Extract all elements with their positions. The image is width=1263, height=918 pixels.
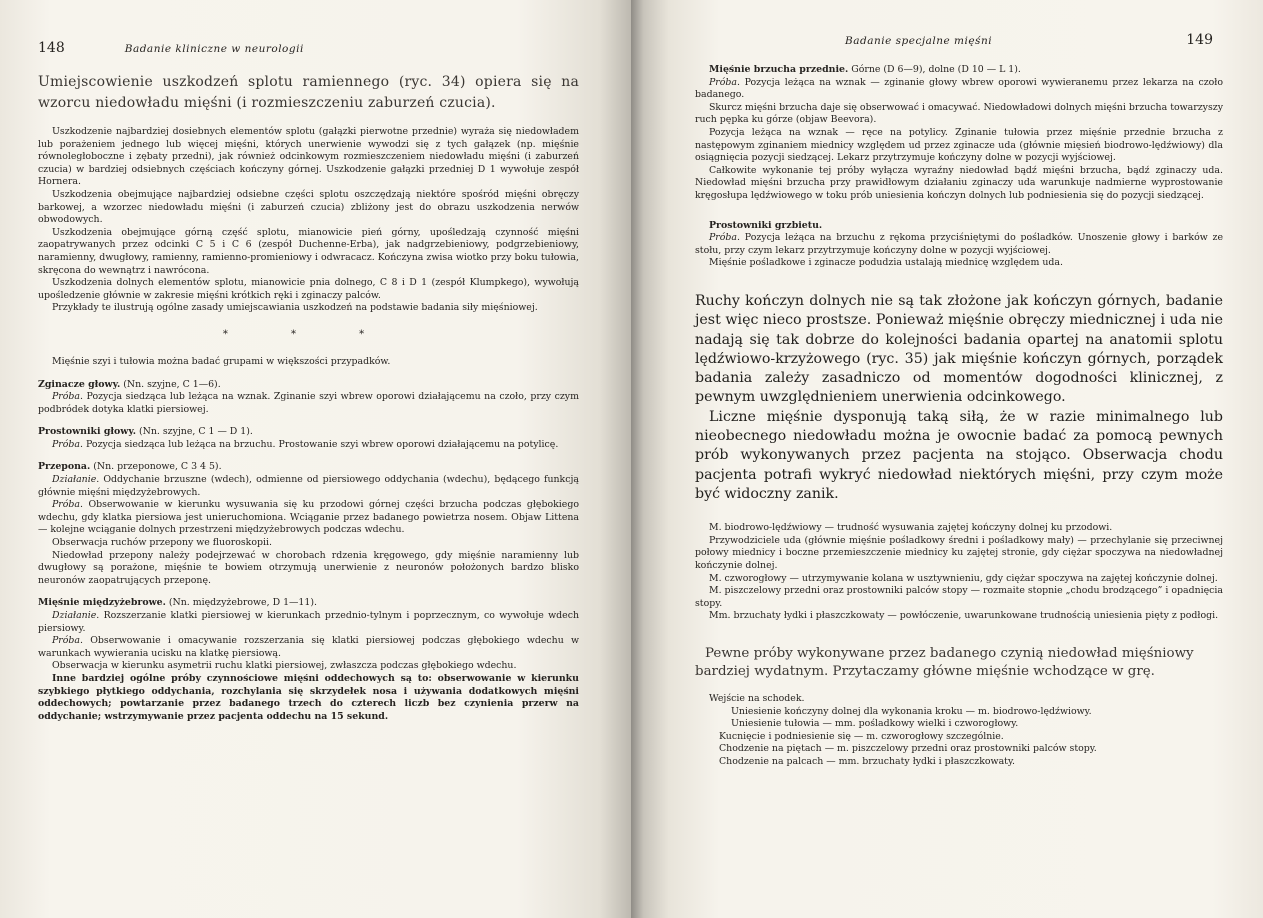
brzucha-p3: Pozycja leżąca na wznak — ręce na potylicy. Zginanie tułowia przez mięśnie przednie brzucha z następowym zginaniem miednicy względem ud przez zginacze uda (głównie mięsień biodrowo-lędźwiowy) dla osiągnięcia pozycji siedzącej. Lekarz przytrzymuje kończyny dolne w pozycji wyjściowej. <box>695 126 1223 164</box>
zginacze-proba-label: Próba. <box>52 391 84 403</box>
groups-intro-text: Mięśnie szyi i tułowia można badać grupami w większości przypadków. <box>52 355 391 367</box>
zginacze-heading: Zginacze głowy. <box>38 378 121 390</box>
tests-item-1: Uniesienie kończyny dolnej dla wykonania kroku — m. biodrowo-lędźwiowy. <box>731 705 1092 717</box>
plexus-paragraphs <box>38 126 579 315</box>
brzucha-proba: Pozycja leżąca na wznak — zginanie głowy wbrew oporowi wywieranemu przez lekarza na czoło badanego. <box>695 76 1223 101</box>
standing-tests-list <box>695 693 1223 769</box>
miedzyzebrowe-proba: Obserwowanie i omacywanie rozszerzania się klatki piersiowej podczas głębokiego wdechu w warunkach wywierania ucisku na klatkę piersiową. <box>38 635 579 659</box>
gait-item-1: M. biodrowo-lędźwiowy — trudność wysuwania zajętej kończyny dolnej ku przodowi. <box>709 522 1113 534</box>
right-page <box>631 0 1263 918</box>
brzucha-heading: Mięśnie brzucha przednie. <box>709 64 849 75</box>
left-running-head <box>38 40 579 56</box>
left-page <box>0 0 631 918</box>
plexus-intro: Umiejscowienie uszkodzeń splotu ramiennego (ryc. 34) opiera się na wzorcu niedowładu mięśni (i rozmieszczeniu zaburzeń czucia). <box>38 74 579 111</box>
miedzyzebrowe-obs: Obserwacja w kierunku asymetrii ruchu klatki piersiowej, zwłaszcza podczas głębokiego wdechu. <box>52 660 517 672</box>
plexus-p2: Uszkodzenia obejmujące najbardziej odsiebne części splotu oszczędzają niektóre spośród mięśni obręczy barkowej, a wzorzec niedowładu mięśni (i zaburzeń czucia) zbliżony jest do obrazu uszkodzenia nerwów obwodowych. <box>38 188 579 226</box>
miedzyzebrowe-proba-label: Próba. <box>52 635 84 647</box>
miedzyzebrowe-dzialanie: Rozszerzanie klatki piersiowej w kierunkach przednio-tylnym i poprzecznym, co wywołuje wdech piersiowy. <box>38 610 579 634</box>
lower-limb-intro <box>695 292 1223 504</box>
section-prostowniki-grzbietu <box>695 220 1223 270</box>
przepona-niedowlad: Niedowład przepony należy podejrzewać w chorobach rdzenia kręgowego, gdy mięśnie naramienny lub dwugłowy są porażone, mięśnie te bowiem otrzymują unerwienie z neuronów położonych bardzo blisko neuronów zaopatrujących przeponę. <box>38 549 579 586</box>
prostowniki-glowy-proba-label: Próba. <box>52 438 84 450</box>
lower-limb-p2: Liczne mięśnie dysponują taką siłą, że w razie minimalnego lub nieobecnego niedowładu można je owocnie badać za pomocą pewnych prób wykonywanych przez pacjenta na stojąco. Obserwacja chodu pacjenta potrafi wykryć niedowład niektórych mięśni, przy czym może być widoczny zanik. <box>695 408 1223 502</box>
plexus-p4: Uszkodzenia dolnych elementów splotu, mianowicie pnia dolnego, C 8 i D 1 (zespół Klumpkego), wywołują upośledzenie głównie w zakresie mięśni krótkich ręki i zginaczy palców. <box>38 277 579 301</box>
prostowniki-grzbietu-p2: Mięśnie pośladkowe i zginacze podudzia ustalają miednicę względem uda. <box>709 257 1063 269</box>
miedzyzebrowe-dzialanie-label: Działanie. <box>52 610 100 621</box>
przepona-heading: Przepona. <box>38 461 91 473</box>
section-zginacze <box>38 379 579 417</box>
zginacze-nerves: (Nn. szyjne, C 1—6). <box>123 378 221 390</box>
gait-item-5: Mm. brzuchaty łydki i płaszczkowaty — powłóczenie, uwarunkowane trudnością uniesienia pięty z podłogi. <box>709 610 1219 622</box>
prostowniki-glowy-nerves: (Nn. szyjne, C 1 — D 1). <box>138 426 253 438</box>
prostowniki-grzbietu-proba-label: Próba. <box>709 232 741 244</box>
section-prostowniki-glowy <box>38 426 579 451</box>
tests-item-3: Kucnięcie i podniesienie się — m. czworogłowy szczególnie. <box>719 730 1004 742</box>
przepona-dzialanie: Oddychanie brzuszne (wdech), odmienne od piersiowego oddychania (wdechu), będącego funkcją głównie mięśni międzyżebrowych. <box>38 474 579 498</box>
plexus-p5: Przykłady te ilustrują ogólne zasady umiejscawiania uszkodzeń na podstawie badania siły mięśniowej. <box>52 302 538 314</box>
prostowniki-grzbietu-proba: Pozycja leżąca na brzuchu z rękoma przyciśniętymi do pośladków. Unoszenie głowy i barków ze stołu, przy czym lekarz przytrzymuje kończyny dolne w pozycji wyjściowej. <box>695 232 1224 256</box>
brzucha-segments: Górne (D 6—9), dolne (D 10 — L 1). <box>851 64 1021 75</box>
przepona-obs: Obserwacja ruchów przepony we fluoroskopii. <box>52 537 272 549</box>
tests-item-5: Chodzenie na palcach — mm. brzuchaty łydki i płaszczkowaty. <box>719 755 1015 767</box>
section-brzucha <box>695 64 1223 203</box>
right-running-title: Badanie specjalne mięśni <box>845 35 993 47</box>
miedzyzebrowe-inne: Inne bardziej ogólne próby czynnościowe mięśni oddechowych są to: obserwowanie w kierunku szybkiego płytkiego oddychania, rozchylania się skrzydełek nosa i używania dodatkowych mięśni oddechowych; powtarzanie przez badanego trzech do czterech liczb bez czynienia przerw na oddychanie; wstrzymywanie przez pacjenta oddechu na 15 sekund. <box>38 672 579 722</box>
plexus-p1: Uszkodzenie najbardziej dosiebnych elementów splotu (gałązki pierwotne przednie) wyraża się niedowładem lub porażeniem jednego lub więcej mięśni, których unerwienie wywodzi się z tych gałązek (np. mięśnie równoległoboczne i zębaty przedni), jak również odcinkowym rozmieszczeniem niedowładu mięśni (i zaburzeń czucia) w bardziej odsiebnych częściach kończyny górnej. Uszkodzenie gałązki przedniej D 1 wywołuje zespół Hornera. <box>38 126 579 188</box>
przepona-dzialanie-label: Działanie. <box>52 474 100 486</box>
miedzyzebrowe-nerves: (Nn. międzyżebrowe, D 1—11). <box>168 597 317 609</box>
section-przepona <box>38 461 579 587</box>
tests-item-2: Uniesienie tułowia — mm. pośladkowy wielki i czworogłowy. <box>731 718 1019 730</box>
przepona-proba: Obserwowanie w kierunku wysuwania się ku przodowi górnej części brzucha podczas głębokiego wdechu, gdy klatka piersiowa jest unieruchomiona. Wciąganie przez badanego powietrza nosem. Objaw Littena — kolejne wciąganie dolnych przestrzeni międzyżebrowych podczas wdechu. <box>38 499 579 536</box>
brzucha-proba-label: Próba. <box>709 76 741 88</box>
section-miedzyzebrowe <box>38 597 579 723</box>
gait-item-2: Przywodziciele uda (głównie mięśnie pośladkowy średni i pośladkowy mały) — przechylanie się przeciwnej połowy miednicy i boczne przemieszczenie miednicy ku zajętej stronie, gdy ciężar spoczywa na niedowładnej kończynie dolnej. <box>695 534 1223 571</box>
right-running-head <box>695 32 1223 48</box>
left-page-number: 148 <box>38 40 65 56</box>
tests-title: Wejście na schodek. <box>709 692 805 704</box>
prostowniki-glowy-heading: Prostowniki głowy. <box>38 426 136 438</box>
gait-item-3: M. czworogłowy — utrzymywanie kolana w usztywnieniu, gdy ciężar spoczywa na zajętej kończynie dolnej. <box>709 572 1218 584</box>
brzucha-p4: Całkowite wykonanie tej próby wyłącza wyraźny niedowład bądź mięśni brzucha, bądź zginaczy uda. Niedowład mięśni brzucha przy prawidłowym działaniu zginaczy uda warunkuje nadmierne wyprostowanie kręgosłupa lędźwiowego w toku prób uniesienia kończyn dolnych lub podniesienia się do pozycji siedzącej. <box>695 164 1223 201</box>
tests-item-4: Chodzenie na piętach — m. piszczelowy przedni oraz prostowniki palców stopy. <box>719 743 1097 755</box>
right-page-number: 149 <box>1186 32 1213 48</box>
lower-limb-p1: Ruchy kończyn dolnych nie są tak złożone jak kończyn górnych, badanie jest więc nieco prostsze. Ponieważ mięśnie obręczy miednicznej i uda nie nadają się tak dobrze do kolejności badania opartej na anatomii splotu lędźwiowo-krzyżowego (ryc. 35) jak mięśnie kończyn górnych, porządek badania zależy zasadniczo od momentów dogodności klinicznej, z pewnym uwzględnieniem unerwienia odcinkowego. <box>695 292 1223 406</box>
gait-observations <box>695 522 1223 623</box>
zginacze-proba: Pozycja siedząca lub leżąca na wznak. Zginanie szyi wbrew oporowi działającemu na czoło, przy czym podbródek dotyka klatki piersiowej. <box>38 391 579 415</box>
prostowniki-grzbietu-heading: Prostowniki grzbietu. <box>709 219 823 231</box>
tests-intro: Pewne próby wykonywane przez badanego czynią niedowład mięśniowy bardziej wydatnym. Przytaczamy główne mięśnie wchodzące w grę. <box>695 645 1194 679</box>
left-running-title: Badanie kliniczne w neurologii <box>124 43 304 55</box>
przepona-nerves: (Nn. przeponowe, C 3 4 5). <box>93 461 222 473</box>
plexus-p3: Uszkodzenia obejmujące górną część splotu, mianowicie pień górny, upośledzają czynność mięśni zaopatrywanych przez odcinki C 5 i C 6 (zespół Duchenne-Erba), jak nadgrzebieniowy, podgrzebieniowy, naramienny, dwugłowy, ramienny, ramienno-promieniowy i odwracacz. Kończyna zwisa wiotko przy boku tułowia, skręcona do wewnątrz i nawrócona. <box>38 226 579 276</box>
prostowniki-glowy-proba: Pozycja siedząca lub leżąca na brzuchu. Prostowanie szyi wbrew oporowi działającemu na potylicę. <box>86 438 559 450</box>
przepona-proba-label: Próba. <box>52 499 84 511</box>
brzucha-p2: Skurcz mięśni brzucha daje się obserwować i omacywać. Niedowładowi dolnych mięśni brzucha towarzyszy ruch pępka ku górze (objaw Beevora). <box>695 101 1223 126</box>
groups-intro <box>38 356 579 369</box>
miedzyzebrowe-heading: Mięśnie międzyżebrowe. <box>38 597 166 609</box>
gait-item-4: M. piszczelowy przedni oraz prostowniki palców stopy — rozmaite stopnie „chodu brodzącego” i opadnięcia stopy. <box>695 585 1223 609</box>
section-separator: * * * <box>222 328 395 340</box>
